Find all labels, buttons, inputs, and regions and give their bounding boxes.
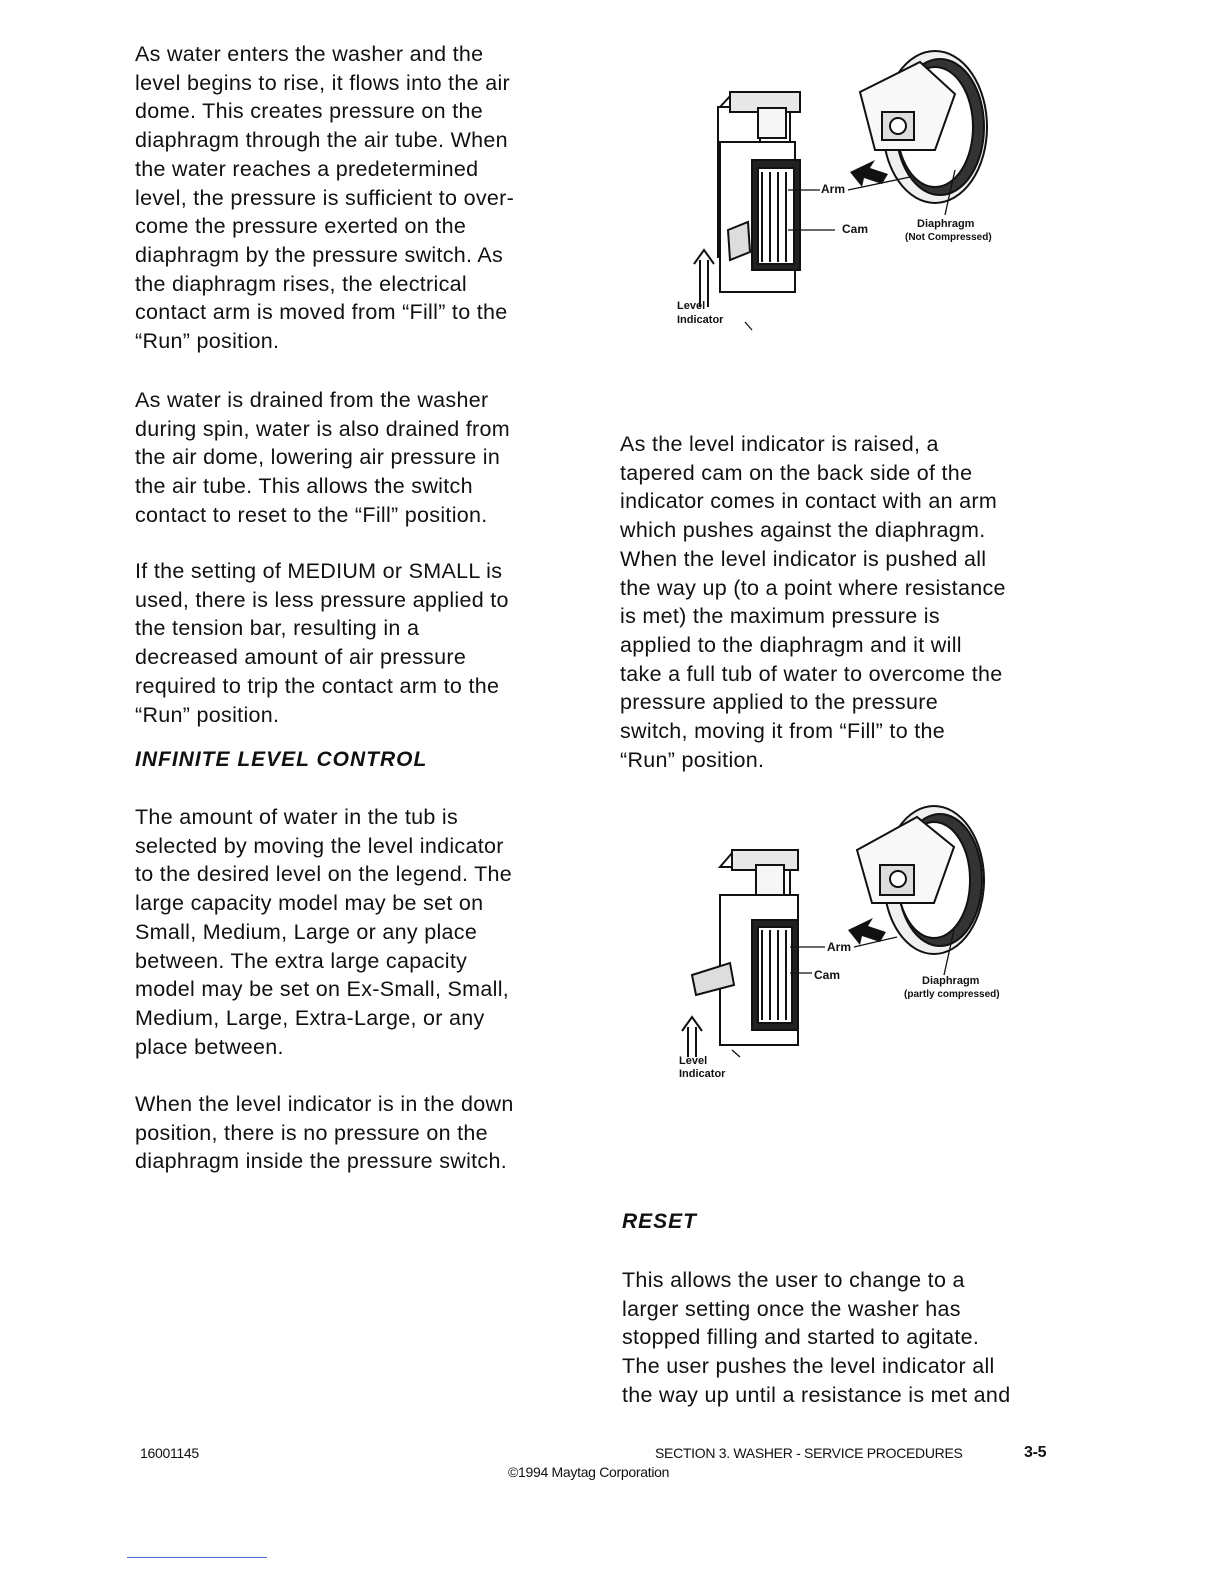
text-line: place between. [135, 1034, 284, 1059]
left-para-2 [135, 386, 510, 530]
diaphragm-state-label: (Not Compressed) [905, 232, 992, 243]
text-line: diaphragm through the air tube. When [135, 128, 508, 153]
level-label: Level [679, 1055, 708, 1067]
text-line: come the pressure exerted on the [135, 214, 467, 239]
level-label: Level [677, 300, 706, 312]
diagram-illustration [670, 32, 1030, 342]
cam-label: Cam [842, 222, 869, 236]
text-line: Medium, Large, Extra-Large, or any [135, 1005, 485, 1030]
section-title: SECTION 3. WASHER - SERVICE PROCEDURES [655, 1445, 963, 1461]
diagram-illustration [672, 795, 1032, 1095]
text-line: required to trip the contact arm to the [135, 673, 500, 698]
text-line: decreased amount of air pressure [135, 645, 467, 670]
text-line: This allows the user to change to a [622, 1268, 965, 1292]
text-line: diaphragm by the pressure switch. As [135, 242, 504, 267]
text-line: between. The extra large capacity [135, 948, 468, 973]
left-para-5 [135, 1090, 514, 1176]
text-line: is met) the maximum pressure is [620, 604, 940, 629]
text-line: As water enters the washer and the [135, 42, 484, 66]
text-line: pressure applied to the pressure [620, 690, 938, 715]
text-line: The user pushes the level indicator all [622, 1354, 995, 1379]
text-line: to the desired level on the legend. The [135, 862, 513, 887]
text-line: contact arm is moved from “Fill” to the [135, 300, 508, 325]
text-line: model may be set on Ex-Small, Small, [135, 977, 510, 1002]
indicator-label: Indicator [677, 314, 724, 326]
copyright: ©1994 Maytag Corporation [508, 1464, 670, 1480]
text-line: the air tube. This allows the switch [135, 474, 473, 499]
part-number: 16001145 [140, 1445, 199, 1461]
text-line: When the level indicator is in the down [135, 1092, 514, 1116]
text-line: “Run” position. [135, 329, 280, 354]
text-line: large capacity model may be set on [135, 891, 484, 916]
left-para-3 [135, 557, 509, 729]
divider [127, 1557, 267, 1558]
text-line: “Run” position. [135, 702, 280, 727]
text-line: used, there is less pressure applied to [135, 587, 509, 612]
text-line: stopped filling and started to agitate. [622, 1325, 980, 1350]
text-line: the way up until a resistance is met and [622, 1382, 1011, 1407]
left-para-4 [135, 803, 512, 1061]
text-line: the air dome, lowering air pressure in [135, 445, 501, 470]
text-line: As the level indicator is raised, a [620, 432, 939, 456]
text-line: which pushes against the diaphragm. [620, 518, 986, 543]
text-line: position, there is no pressure on the [135, 1120, 488, 1145]
text-line: When the level indicator is pushed all [620, 546, 987, 571]
pressure-switch-figure-not-compressed [670, 32, 1030, 342]
text-line: level, the pressure is sufficient to over- [135, 185, 515, 210]
diaphragm-label: Diaphragm [922, 975, 980, 987]
text-line: larger setting once the washer has [622, 1296, 961, 1321]
arm-label: Arm [821, 182, 846, 196]
text-line: As water is drained from the washer [135, 388, 489, 412]
pressure-switch-figure-partly-compressed [672, 795, 1032, 1095]
left-para-1 [135, 40, 514, 356]
text-line: indicator comes in contact with an arm [620, 489, 998, 514]
text-line: the diaphragm rises, the electrical [135, 271, 467, 296]
text-line: The amount of water in the tub is [135, 805, 459, 829]
arm-label: Arm [827, 940, 852, 954]
text-line: the water reaches a predetermined [135, 156, 479, 181]
text-line: tapered cam on the back side of the [620, 460, 973, 485]
reset-heading: RESET [622, 1210, 698, 1233]
text-line: “Run” position. [620, 747, 765, 772]
right-para-2 [622, 1266, 1010, 1410]
text-line: switch, moving it from “Fill” to the [620, 719, 946, 744]
infinite-level-control-heading: INFINITE LEVEL CONTROL [135, 748, 428, 771]
text-line: the tension bar, resulting in a [135, 616, 420, 641]
text-line: dome. This creates pressure on the [135, 99, 484, 124]
right-para-1 [620, 430, 1006, 774]
text-line: applied to the diaphragm and it will [620, 632, 962, 657]
text-line: selected by moving the level indicator [135, 833, 504, 858]
text-line: the way up (to a point where resistance [620, 575, 1006, 600]
text-line: during spin, water is also drained from [135, 416, 510, 441]
text-line: If the setting of MEDIUM or SMALL is [135, 559, 503, 583]
cam-label: Cam [814, 968, 841, 982]
text-line: contact to reset to the “Fill” position. [135, 502, 488, 527]
page-number: 3-5 [1024, 1444, 1047, 1461]
diaphragm-state-label: (partly compressed) [904, 989, 1000, 1000]
text-line: level begins to rise, it flows into the air [135, 70, 510, 95]
text-line: take a full tub of water to overcome the [620, 661, 1003, 686]
text-line: diaphragm inside the pressure switch. [135, 1149, 508, 1174]
diaphragm-label: Diaphragm [917, 218, 975, 230]
text-line: Small, Medium, Large or any place [135, 919, 478, 944]
indicator-label: Indicator [679, 1068, 726, 1080]
